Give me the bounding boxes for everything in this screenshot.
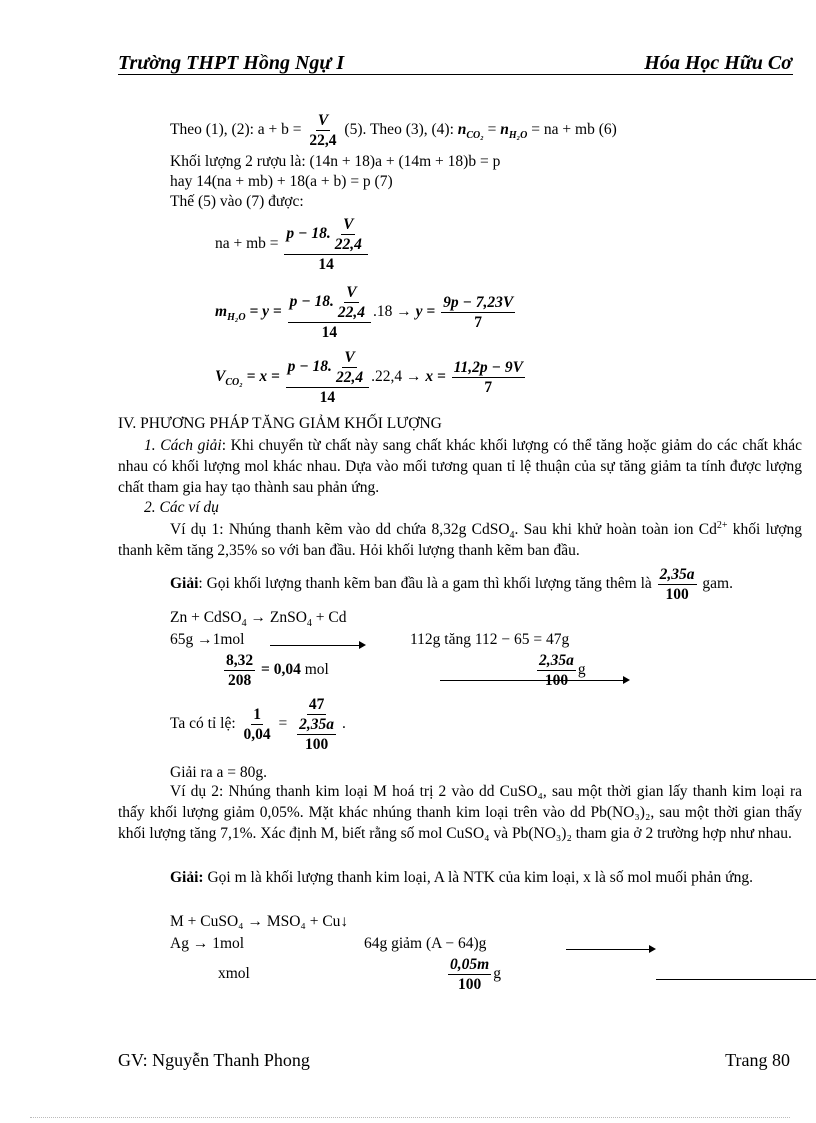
example-2-row-2-result: $\frac{0,05m}{100}$ g: [450, 956, 501, 993]
example-1-reaction: Zn + CdSO$_4$ → ZnSO$_4$ + Cd: [170, 609, 347, 630]
line-substitute: Thế (5) vào (7) được:: [170, 193, 304, 210]
section-examples-label: 2. Các ví dụ: [144, 499, 219, 516]
arrow-icon: [270, 640, 366, 650]
line-hay: hay 14(na + mb) + 18(a + b) = p (7): [170, 173, 393, 190]
section-title: IV. PHƯƠNG PHÁP TĂNG GIẢM KHỐI LƯỢNG: [118, 415, 442, 432]
header-subject: Hóa Học Hữu Cơ: [644, 52, 792, 74]
equation-v-co2: $V_{CO_2} = x$ = p − 18. $\frac{V}{22,4}$ 14 .22,4 → x = $\frac{11,2p - 9V}{7}$: [215, 349, 523, 406]
equation-na-mb: na + mb = p − 18. $\frac{V}{22,4}$ 14: [215, 216, 370, 273]
example-1-row-2: $\frac{8,32}{208}$ = 0,04 mol: [226, 652, 329, 689]
fraction-v-22-4: $\frac{V}{22,4}$: [309, 112, 337, 149]
example-1-text: Ví dụ 1: Nhúng thanh kẽm vào dd chứa 8,32g CdSO$_4$. Sau khi khử hoàn toàn ion $Cd^{2+}$ khối lượng thanh kẽm tăng 2,35% so với ban đầu. Hỏi khối lượng thanh kẽm ban đầu.: [118, 519, 802, 559]
section-method-paragraph: 1. Cách giải: Khi chuyển từ chất này sang chất khác khối lượng có thể tăng hoặc giảm do các chất khác nhau có khối lượng mol khác nhau. Dựa vào mối tương quan tỉ lệ thuận của sự tăng giảm ta tính được lượng chất tham gia hay tạo thành sau phản ứng.: [118, 437, 802, 496]
line-theo-1-2: Theo (1), (2): a + b = $\frac{V}{22,4}$ (5). Theo (3), (4): $n_{CO_2} = n_{H_2O}$ = na + mb (6): [170, 112, 617, 149]
example-2-row-2: xmol: [218, 965, 250, 982]
footer-page: Trang 80: [725, 1050, 790, 1070]
arrow-icon: [656, 974, 816, 984]
example-2-solution-intro: Giải: Gọi m là khối lượng thanh kim loại, A là NTK của kim loại, x là số mol muối phản ứng.: [170, 869, 753, 886]
example-1-ratio: Ta có tỉ lệ: $\frac{1}{0,04}$ = $\frac{47}{\frac{2,35a}{100}}$ .: [170, 696, 346, 753]
example-1-result: Giải ra a = 80g.: [170, 764, 267, 781]
example-1-row-1: 65g →1mol: [170, 631, 245, 648]
line-mass-alcohols: Khối lượng 2 rượu là: (14n + 18)a + (14m + 18)b = p: [170, 153, 501, 170]
example-2-row-1: Ag → 1mol: [170, 935, 245, 952]
example-1-solution-intro: Giải: Gọi khối lượng thanh kẽm ban đầu là a gam thì khối lượng tăng thêm là $\frac{2,35a}{100}$ gam.: [170, 566, 733, 603]
header-school: Trường THPT Hồng Ngự I: [118, 52, 345, 74]
example-1-row-1-result: 112g tăng 112 − 65 = 47g: [410, 631, 570, 648]
header-rule: [118, 74, 793, 75]
example-2-text: Ví dụ 2: Nhúng thanh kim loại M hoá trị 2 vào dd CuSO₄, sau một thời gian lấy thanh kim loại ra thấy khối lượng giảm 0,05%. Mặt khác nhúng thanh kim loại trên vào dd Pb(NO₃)₂, sau một thời gian thấy khối lượng tăng 7,1%. Xác định M, biết rằng số mol CuSO₄ và Pb(NO₃)₂ tham gia ở 2 trường hợp như nhau.: [118, 783, 802, 842]
example-2-reaction: M + CuSO₄ → MSO₄ + Cu↓: [170, 913, 349, 930]
page-bottom-dotted-rule: [30, 1117, 790, 1118]
example-1-row-2-result: $\frac{2,35a}{100}$ g: [539, 652, 586, 689]
arrow-icon: [566, 944, 656, 954]
example-2-row-1-result: 64g giảm (A − 64)g: [364, 935, 487, 952]
footer-teacher: GV: Nguyễn Thanh Phong: [118, 1050, 310, 1070]
equation-m-h2o: $m_{H_2O} = y$ = p − 18. $\frac{V}{22,4}$ 14 .18 → y = $\frac{9p - 7,23V}{7}$: [215, 284, 514, 341]
